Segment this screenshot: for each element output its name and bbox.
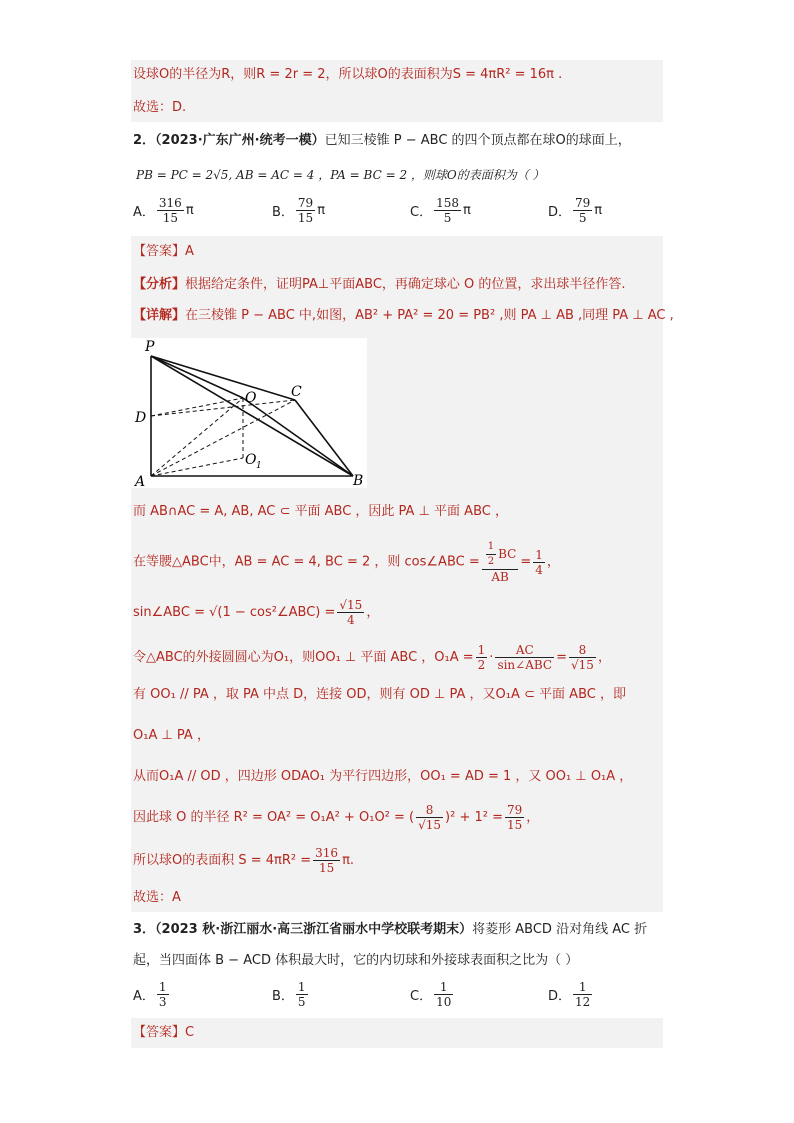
q2-analysis xyxy=(133,276,626,294)
radius-result: $\frac{79}{15}$ xyxy=(507,803,523,832)
punct: ， xyxy=(366,605,380,620)
detail9-text: 因此球 O 的半径 R² = OA² = O₁A² + O₁O² = ( xyxy=(133,810,415,825)
detail3-text: 在等腰△ABC中，AB = AC = 4, BC = 2 ，则 cos∠ABC = xyxy=(133,554,480,570)
q3-answer-shade xyxy=(131,1018,663,1048)
analysis-tag: 【分析】 xyxy=(133,277,186,292)
q2-stem-line1 xyxy=(133,132,631,150)
label-p: P xyxy=(145,339,155,355)
punct: ， xyxy=(526,810,540,825)
q2-detail-line5 xyxy=(133,643,611,672)
q3-answer: 【答案】C xyxy=(133,1025,195,1040)
area-fraction: $\frac{316}{15}$ xyxy=(315,846,339,875)
analysis-text: 根据给定条件，证明PA⊥平面ABC，再确定球心 O 的位置，求出球半径作答. xyxy=(185,277,626,292)
choice-label: C． xyxy=(410,205,433,220)
q2-detail-line6: 有 OO₁ // PA ，取 PA 中点 D，连接 OD，则有 OD ⊥ PA ，又O₁A ⊂ 平面 ABC ，即 xyxy=(133,687,626,702)
detail3-eq: = xyxy=(520,554,532,570)
q2-answer: 【答案】A xyxy=(133,244,194,259)
label-a: A xyxy=(135,474,146,488)
q1-choice-line: 故选：D. xyxy=(133,100,187,115)
q2-choice-b[interactable] xyxy=(272,196,325,225)
q2-detail-line1 xyxy=(133,307,674,325)
q2-detail-line3 xyxy=(133,540,560,584)
choice-label: A． xyxy=(133,205,155,220)
choice-fraction: $\frac{316}{15}$ xyxy=(158,196,182,225)
pi-symbol: π xyxy=(462,203,471,218)
q3-stem-line2: 起，当四面体 B − ACD 体积最大时，它的内切球和外接球表面积之比为（ ） xyxy=(133,953,579,968)
choice-label: A． xyxy=(133,989,155,1004)
label-d: D xyxy=(135,410,147,426)
detail9-mid: )² + 1² = xyxy=(445,810,503,825)
label-b: B xyxy=(353,473,364,488)
q2-final: 故选：A xyxy=(133,890,181,905)
detail-text: 在三棱锥 P − ABC 中,如图，AB² + PA² = 20 = PB² ,则 PA ⊥ AB ,同理 PA ⊥ AC , xyxy=(185,308,674,323)
q2-detail-line2: 而 AB∩AC = A, AB, AC ⊂ 平面 ABC ，因此 PA ⊥ 平面 ABC ， xyxy=(133,504,508,519)
q2-detail-line9 xyxy=(133,803,539,832)
q2-choice-a[interactable] xyxy=(133,196,194,225)
choice-fraction: $\frac{1}{12}$ xyxy=(575,980,591,1009)
choice-fraction: $\frac{1}{10}$ xyxy=(436,980,452,1009)
q2-choice-d[interactable] xyxy=(548,196,602,225)
cos-fraction: $\frac{1}{2}$ BC AB xyxy=(482,540,519,584)
ac-over-sin: $\frac{AC}{\text{sin∠ABC}}$ xyxy=(497,643,553,672)
choice-fraction: $\frac{79}{5}$ xyxy=(575,196,591,225)
detail4-text: sin∠ABC = √(1 − cos²∠ABC) = xyxy=(133,605,336,620)
sin-result: $\frac{√15}{4}$ xyxy=(339,598,363,627)
q1-conclusion-line: 设球O的半径为R，则R = 2r = 2，所以球O的表面积为S = 4πR² = 16π . xyxy=(133,67,563,82)
eq: = xyxy=(556,650,568,665)
q3-number: 3． xyxy=(133,922,156,937)
q3-choice-a[interactable] xyxy=(133,980,171,1009)
choice-fraction: $\frac{1}{3}$ xyxy=(158,980,167,1009)
choice-label: B． xyxy=(272,989,294,1004)
label-o: O xyxy=(245,390,257,406)
pyramid-figure xyxy=(131,338,367,488)
q3-stem-text1: 将菱形 ABCD 沿对角线 AC 折 xyxy=(472,922,648,937)
q2-source: （2023·广东广州·统考一模） xyxy=(155,133,325,148)
punct: π. xyxy=(342,853,355,868)
half-fraction: $\frac{1}{2}$ xyxy=(477,643,486,672)
q2-number: 2． xyxy=(133,133,156,148)
detail10-text: 所以球O的表面积 S = 4πR² = xyxy=(133,853,312,868)
cos-result: $\frac{1}{4}$ xyxy=(535,547,543,577)
q2-stem-line2: PB = PC = 2√5, AB = AC = 4 ，PA = BC = 2 ，则球O的表面积为（ ） xyxy=(136,168,545,182)
pi-symbol: π xyxy=(317,203,326,218)
q3-stem-line1 xyxy=(133,921,647,939)
q2-stem-text1: 已知三棱锥 P − ABC 的四个顶点都在球O的球面上， xyxy=(324,133,631,148)
label-o1-sub: 1 xyxy=(256,461,262,471)
punct: ， xyxy=(546,554,560,570)
detail-tag: 【详解】 xyxy=(133,308,186,323)
q3-choice-c[interactable] xyxy=(410,980,455,1009)
o1a-result: $\frac{8}{√15}$ xyxy=(571,643,594,672)
q3-choice-b[interactable] xyxy=(272,980,310,1009)
choice-label: D． xyxy=(548,205,572,220)
q2-detail-line8: 从而O₁A // OD ，四边形 ODAO₁ 为平行四边形，OO₁ = AD = 1 ，又 OO₁ ⊥ O₁A ， xyxy=(133,769,633,784)
q2-detail-line10 xyxy=(133,846,354,875)
detail5-text: 令△ABC的外接圆圆心为O₁，则OO₁ ⊥ 平面 ABC ，O₁A = xyxy=(133,650,474,665)
choice-fraction: $\frac{1}{5}$ xyxy=(297,980,306,1009)
q2-detail-line7: O₁A ⊥ PA ， xyxy=(133,728,210,743)
label-o1: O xyxy=(245,452,257,468)
punct: ， xyxy=(597,650,611,665)
q3-source: （2023 秋·浙江丽水·高三浙江省丽水中学校联考期末） xyxy=(155,922,473,937)
dot: · xyxy=(489,650,494,665)
choice-label: B． xyxy=(272,205,294,220)
choice-fraction: $\frac{158}{5}$ xyxy=(436,196,459,225)
choice-fraction: $\frac{79}{15}$ xyxy=(297,196,314,225)
label-c: C xyxy=(291,384,302,400)
choice-label: C． xyxy=(410,989,433,1004)
q2-detail-line4 xyxy=(133,598,379,627)
q3-choice-d[interactable] xyxy=(548,980,594,1009)
radius-fraction: $\frac{8}{√15}$ xyxy=(418,803,442,832)
pi-symbol: π xyxy=(185,203,194,218)
q2-choice-c[interactable] xyxy=(410,196,471,225)
pi-symbol: π xyxy=(594,203,603,218)
choice-label: D． xyxy=(548,989,572,1004)
